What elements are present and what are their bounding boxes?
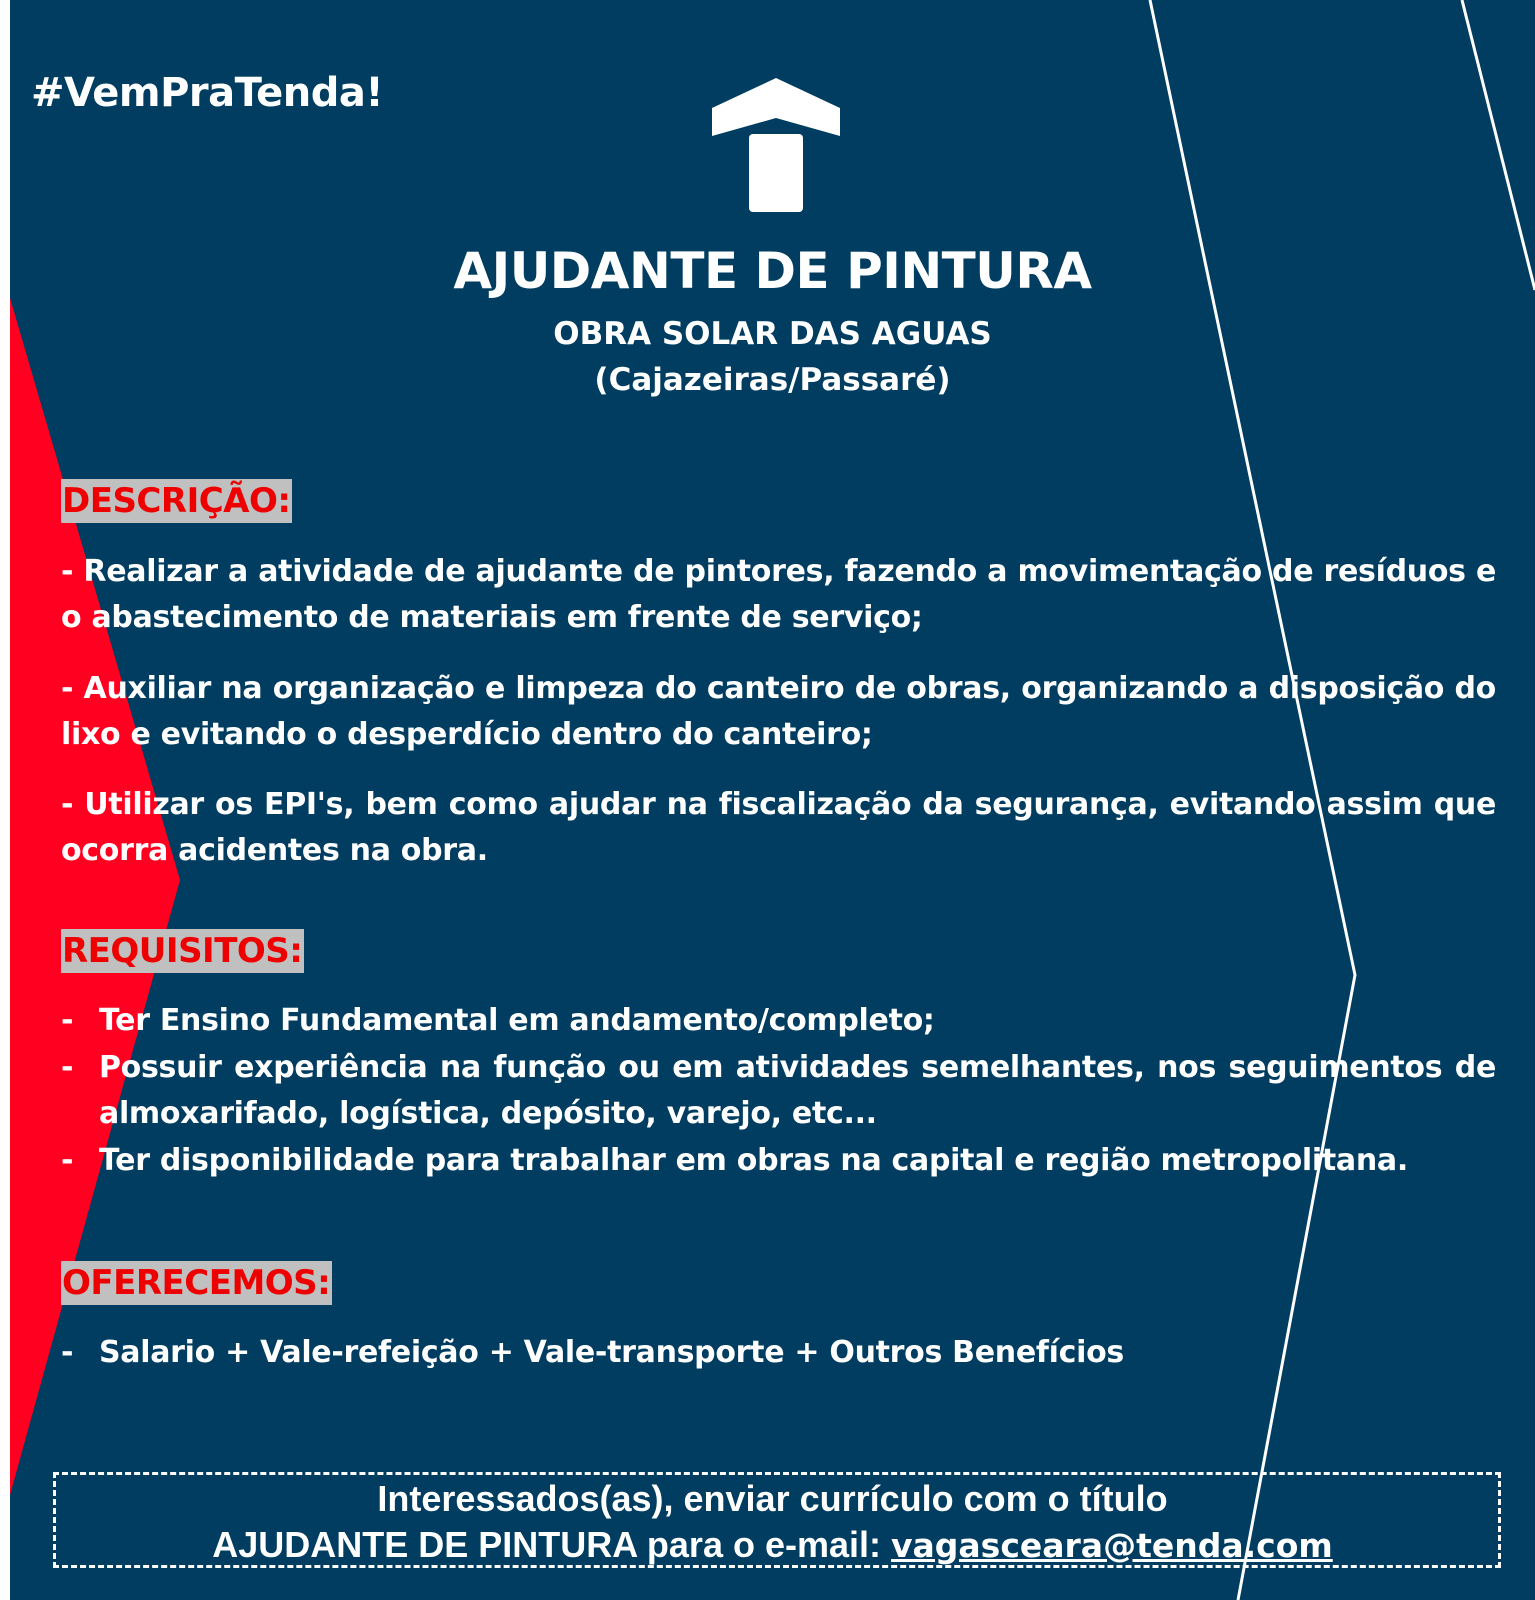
requirement-text: Ter disponibilidade para trabalhar em obras na capital e região metropolitana. xyxy=(99,1143,1408,1178)
contact-job-title: AJUDANTE DE PINTURA xyxy=(212,1524,637,1565)
section-heading-oferecemos: OFERECEMOS: xyxy=(62,1263,331,1303)
requirement-item xyxy=(61,998,1496,1044)
site-name: OBRA SOLAR DAS AGUAS xyxy=(553,316,992,352)
bullet-dash: - xyxy=(61,1335,74,1370)
job-title: AJUDANTE DE PINTURA xyxy=(453,242,1092,300)
contact-email-line xyxy=(10,1524,1535,1566)
benefit-text: Salario + Vale-refeição + Vale-transporte + Outros Benefícios xyxy=(99,1335,1124,1370)
contact-instruction: Interessados(as), enviar currículo com o título xyxy=(377,1478,1168,1519)
section-heading-requisitos: REQUISITOS: xyxy=(62,931,303,971)
description-item: - Realizar a atividade de ajudante de pintores, fazendo a movimentação de resíduos e o abastecimento de materiais em frente de serviço; xyxy=(61,554,1496,635)
bullet-dash: - xyxy=(61,1050,74,1085)
bullet-dash: - xyxy=(61,1003,74,1038)
tenda-house-arrow-icon xyxy=(712,78,840,214)
requirement-text: Ter Ensino Fundamental em andamento/completo; xyxy=(99,1003,935,1038)
email-link[interactable]: vagasceara@tenda.com xyxy=(891,1526,1333,1565)
hashtag: #VemPraTenda! xyxy=(31,70,384,116)
job-poster xyxy=(10,0,1535,1600)
contact-email-prefix: para o e-mail: xyxy=(636,1524,891,1565)
description-item: - Utilizar os EPI's, bem como ajudar na fiscalização da segurança, evitando assim que ocorra acidentes na obra. xyxy=(61,787,1496,868)
requirement-text: Possuir experiência na função ou em atividades semelhantes, nos seguimentos de almoxarifado, logística, depósito, varejo, etc... xyxy=(99,1050,1496,1131)
section-heading-descricao: DESCRIÇÃO: xyxy=(62,481,291,521)
requirement-item xyxy=(61,1138,1496,1184)
description-item: - Auxiliar na organização e limpeza do canteiro de obras, organizando a disposição do lixo e evitando o desperdício dentro do canteiro; xyxy=(61,671,1496,752)
site-location: (Cajazeiras/Passaré) xyxy=(594,362,951,398)
bullet-dash: - xyxy=(61,1143,74,1178)
red-wedge-shape xyxy=(10,298,180,1495)
requirement-item xyxy=(61,1045,1496,1137)
benefit-item xyxy=(61,1330,1496,1376)
